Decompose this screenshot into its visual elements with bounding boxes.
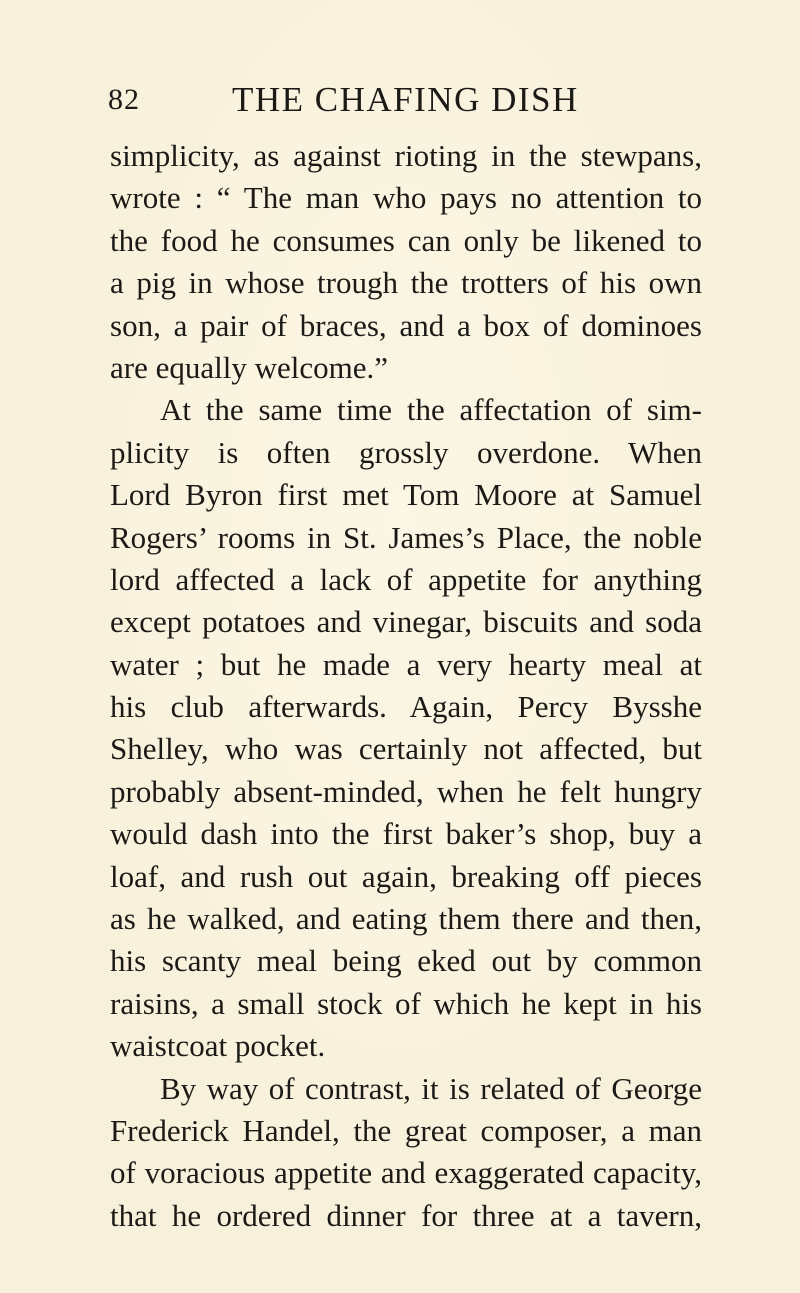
running-head: THE CHAFING DISH (232, 80, 579, 119)
text-line: plicity is often grossly overdone. When (110, 434, 702, 470)
text-line: as he walked, and eating them there and then, (110, 901, 702, 937)
text-line: At the same time the affectation of sim- (160, 392, 702, 428)
text-line: Rogers’ rooms in St. James’s Place, the noble (110, 519, 702, 555)
text-line: Frederick Handel, the great composer, a man (110, 1112, 702, 1148)
text-line: probably absent-minded, when he felt hungry (110, 773, 702, 809)
text-line: of voracious appetite and exaggerated capacity, (110, 1155, 702, 1191)
page-header (108, 76, 698, 124)
text-line: wrote : “ The man who pays no attention to (110, 180, 702, 216)
text-line: By way of contrast, it is related of George (160, 1070, 702, 1106)
text-line: that he ordered dinner for three at a tavern, (110, 1197, 702, 1233)
text-line: raisins, a small stock of which he kept in his (110, 985, 702, 1021)
text-line: loaf, and rush out again, breaking off pieces (110, 858, 702, 894)
text-line: his club afterwards. Again, Percy Bysshe (110, 689, 702, 725)
text-line: waistcoat pocket. (110, 1028, 326, 1064)
text-line: except potatoes and vinegar, biscuits and soda (110, 604, 702, 640)
text-line: would dash into the first baker’s shop, buy a (110, 816, 702, 852)
body-text (110, 135, 702, 1237)
page-number: 82 (108, 83, 140, 116)
text-line: a pig in whose trough the trotters of his own (110, 265, 702, 301)
text-line: Lord Byron first met Tom Moore at Samuel (110, 477, 702, 513)
text-line: son, a pair of braces, and a box of dominoes (110, 307, 702, 343)
text-line: are equally welcome.” (110, 349, 388, 385)
text-line: the food he consumes can only be likened to (110, 222, 702, 258)
text-line: his scanty meal being eked out by common (110, 943, 702, 979)
text-line: water ; but he made a very hearty meal at (110, 646, 702, 682)
text-line: simplicity, as against rioting in the stewpans, (110, 138, 702, 173)
text-line: lord affected a lack of appetite for anything (110, 561, 702, 597)
text-line: Shelley, who was certainly not affected, but (110, 731, 702, 767)
